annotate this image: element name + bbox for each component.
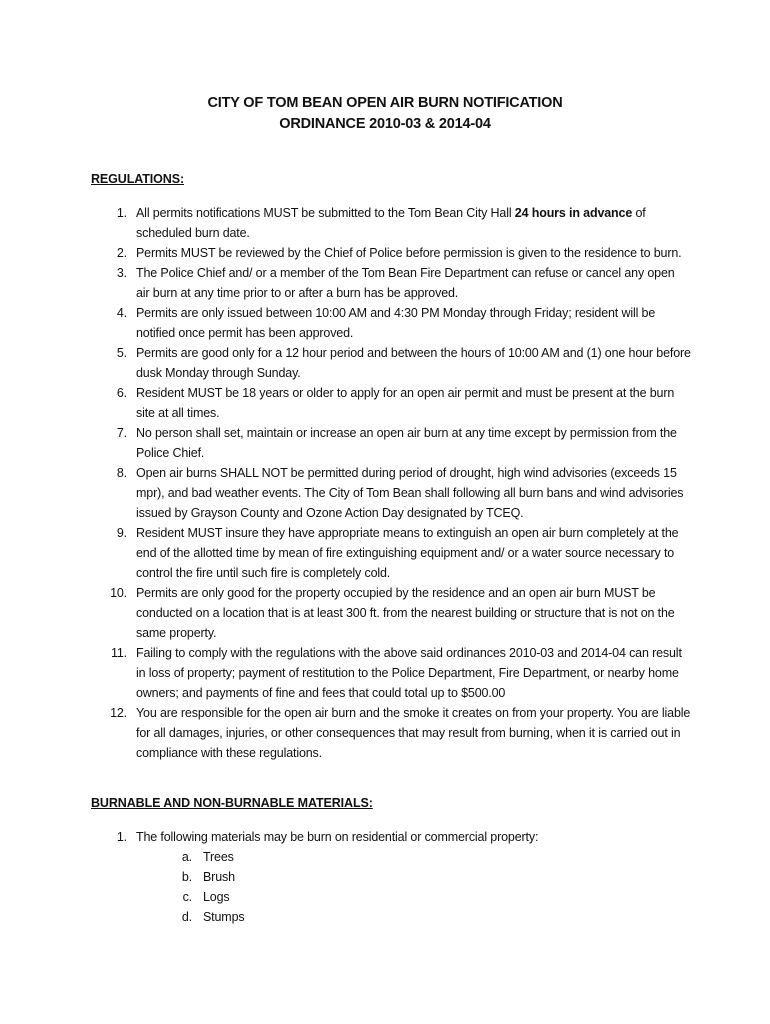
item-number: 9.: [116, 526, 127, 540]
regulations-heading: REGULATIONS:: [91, 172, 185, 186]
list-item: [91, 203, 691, 243]
item-text: No person shall set, maintain or increase an open air burn at any time except by permission from the Police Chief.: [136, 426, 677, 460]
item-number: 4.: [116, 306, 127, 320]
list-item: [91, 423, 691, 463]
item-number: 3.: [116, 266, 127, 280]
item-text: The Police Chief and/ or a member of the Tom Bean Fire Department can refuse or cancel any open air burn at any time prior to or after a burn has be approved.: [136, 266, 675, 300]
document-title: [0, 93, 770, 135]
sub-item-letter: c.: [182, 890, 192, 904]
item-number: 12.: [110, 706, 127, 720]
item-text: Permits are good only for a 12 hour period and between the hours of 10:00 AM and (1) one hour before dusk Monday through Sunday.: [136, 346, 691, 380]
list-item: [91, 303, 691, 343]
item-number: 6.: [116, 386, 127, 400]
list-item: [91, 463, 691, 523]
sublist-item: [136, 867, 691, 887]
item-number: 2.: [116, 246, 127, 260]
title-line-2: ORDINANCE 2010-03 & 2014-04: [279, 116, 491, 132]
sublist-item: [136, 847, 691, 867]
list-item: [91, 643, 691, 703]
sub-item-letter: b.: [181, 870, 192, 884]
title-line-1: CITY OF TOM BEAN OPEN AIR BURN NOTIFICATION: [207, 95, 563, 111]
item-number: 1.: [116, 206, 127, 220]
item-text-end: of scheduled burn date.: [136, 206, 646, 240]
materials-heading: BURNABLE AND NON-BURNABLE MATERIALS:: [91, 796, 373, 810]
item-text: You are responsible for the open air burn and the smoke it creates on from your property. You are liable for all damages, injuries, or other consequences that may result from burning, when it is carried out in compliance with these regulations.: [136, 706, 691, 760]
item-number: 10.: [110, 586, 127, 600]
item-text: Resident MUST be 18 years or older to apply for an open air permit and must be present at the burn site at all times.: [136, 386, 675, 420]
item-number: 8.: [116, 466, 127, 480]
list-item: [91, 243, 691, 263]
sublist-item: [136, 887, 691, 907]
sub-item-letter: a.: [181, 850, 192, 864]
item-text: Resident MUST insure they have appropriate means to extinguish an open air burn completely at the end of the allotted time by mean of fire extinguishing equipment and/ or a water source necessary to control the fire until such fire is completely cold.: [136, 526, 679, 580]
sub-item-text: Logs: [203, 890, 230, 904]
item-number: 5.: [116, 346, 127, 360]
item-text: Permits are only issued between 10:00 AM and 4:30 PM Monday through Friday; resident will be notified once permit has been approved.: [136, 306, 656, 340]
item-text-start: All permits notifications MUST be submitted to the Tom Bean City Hall: [136, 206, 515, 220]
list-item: [91, 343, 691, 383]
materials-sublist: [136, 847, 691, 927]
list-item: [91, 827, 691, 927]
item-number: 11.: [111, 646, 127, 660]
item-text: Permits are only good for the property occupied by the residence and an open air burn MUST be conducted on a location that is at least 300 ft. from the nearest building or structure that is not on the same property.: [136, 586, 675, 640]
item-text: Permits MUST be reviewed by the Chief of Police before permission is given to the residence to burn.: [136, 246, 682, 260]
item-text: The following materials may be burn on residential or commercial property:: [136, 830, 539, 844]
materials-list: [91, 827, 691, 927]
sub-item-text: Stumps: [203, 910, 245, 924]
list-item: [91, 523, 691, 583]
item-number: 7.: [116, 426, 127, 440]
sublist-item: [136, 907, 691, 927]
item-text: Failing to comply with the regulations with the above said ordinances 2010-03 and 2014-04 can result in loss of property; payment of restitution to the Police Department, Fire Department, or nearby home owners; and payments of fine and fees that could total up to $500.00: [136, 646, 682, 700]
item-text: Open air burns SHALL NOT be permitted during period of drought, high wind advisories (exceeds 15 mpr), and bad weather events. The City of Tom Bean shall following all burn bans and wind advisories issued by Grayson County and Ozone Action Day designated by TCEQ.: [136, 466, 684, 520]
list-item: [91, 263, 691, 303]
item-text-emphasis: 24 hours in advance: [514, 206, 633, 220]
list-item: [91, 583, 691, 643]
sub-item-text: Brush: [203, 870, 235, 884]
item-number: 1.: [116, 830, 127, 844]
list-item: [91, 383, 691, 423]
list-item: [91, 703, 691, 763]
sub-item-text: Trees: [203, 850, 234, 864]
regulations-list: [91, 203, 691, 763]
sub-item-letter: d.: [181, 910, 192, 924]
